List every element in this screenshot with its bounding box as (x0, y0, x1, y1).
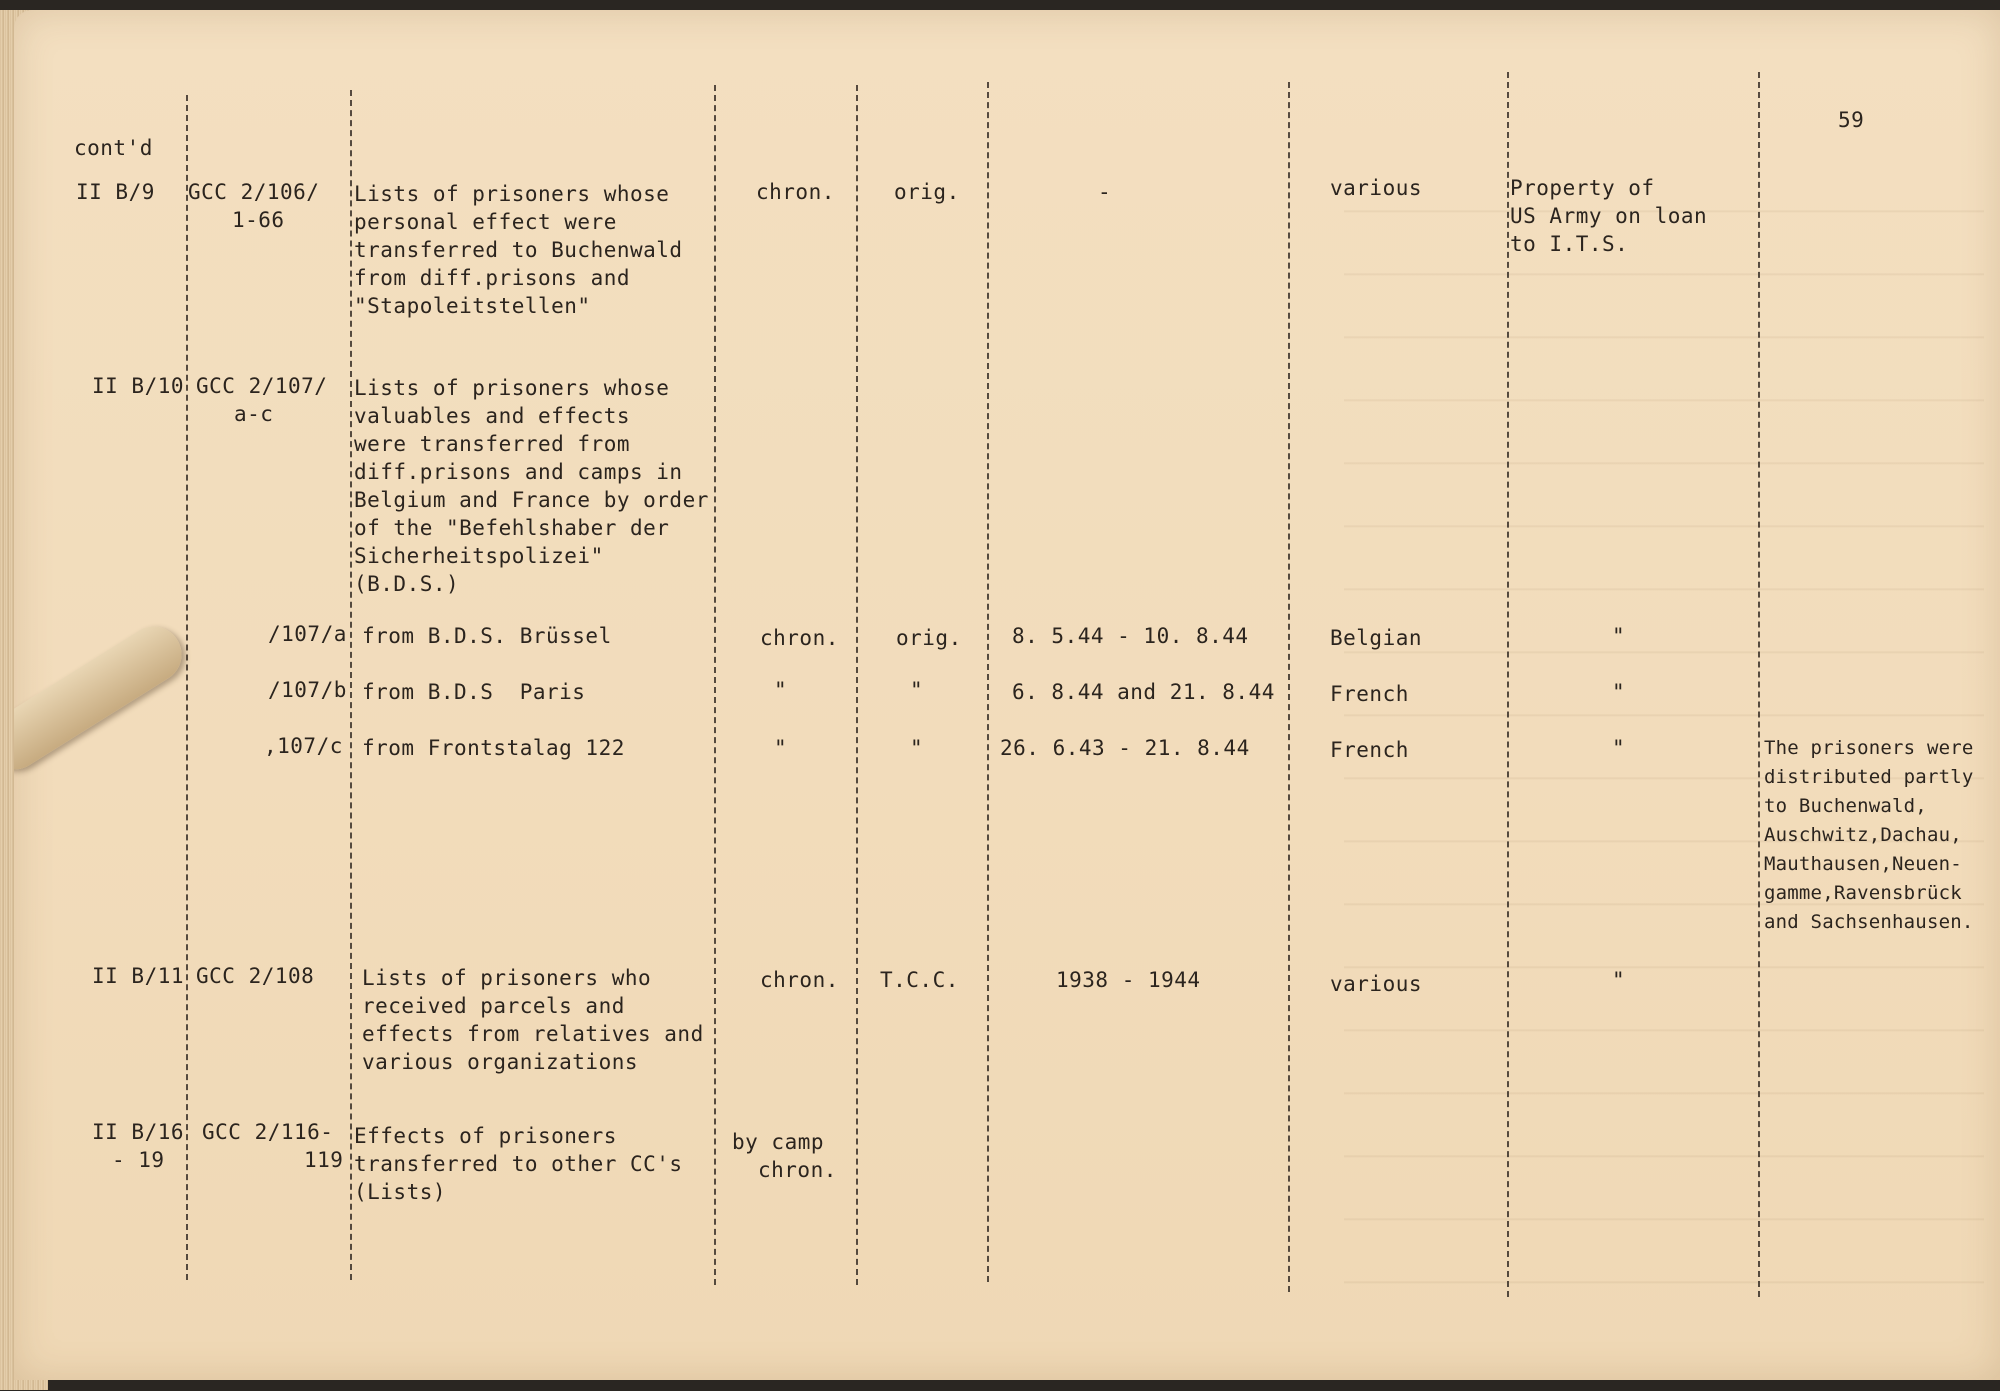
column-rule-7 (1507, 72, 1509, 1297)
row-form: T.C.C. (880, 968, 959, 992)
row-description: from Frontstalag 122 (362, 736, 625, 760)
row-description: Lists of prisoners who (362, 966, 652, 990)
row-note: Mauthausen,Neuen- (1764, 853, 1962, 875)
row-nationality: French (1330, 738, 1409, 762)
row-form: orig. (894, 180, 960, 204)
row-description: from diff.prisons and (354, 266, 631, 290)
row-remarks: " (1612, 968, 1626, 992)
row-description: Lists of prisoners whose (354, 376, 670, 400)
row-description: Belgium and France by order (354, 488, 709, 512)
row-nationality: French (1330, 682, 1409, 706)
row-note: gamme,Ravensbrück (1764, 882, 1962, 904)
row-description: Lists of prisoners whose (354, 182, 670, 206)
row-description: of the "Befehlshaber der (354, 516, 670, 540)
row-remarks: US Army on loan (1510, 204, 1708, 228)
row-note: Auschwitz,Dachau, (1764, 824, 1962, 846)
column-rule-4 (856, 85, 858, 1285)
row-ref: GCC 2/116- (202, 1120, 334, 1144)
row-ref: /107/b (268, 678, 347, 702)
row-note: and Sachsenhausen. (1764, 911, 1974, 933)
column-rule-1 (186, 95, 188, 1280)
row-ref: /107/a (268, 622, 347, 646)
row-ref: a-c (234, 402, 274, 426)
column-rule-2 (350, 90, 352, 1280)
row-form: orig. (896, 626, 962, 650)
row-arrangement: " (774, 678, 788, 702)
row-form: " (910, 736, 924, 760)
row-ref: GCC 2/108 (196, 964, 315, 988)
row-form: " (910, 678, 924, 702)
row-period: - (1098, 180, 1112, 204)
row-arrangement: chron. (760, 968, 839, 992)
row-description: were transferred from (354, 432, 631, 456)
column-rule-5 (987, 82, 989, 1282)
row-period: 8. 5.44 - 10. 8.44 (1012, 624, 1249, 648)
row-description: diff.prisons and camps in (354, 460, 683, 484)
row-arrangement: " (774, 736, 788, 760)
row-remarks: Property of (1510, 176, 1655, 200)
row-description: from B.D.S. Brüssel (362, 624, 612, 648)
row-remarks: " (1612, 736, 1626, 760)
row-ref: GCC 2/106/ (188, 180, 320, 204)
row-description: Effects of prisoners (354, 1124, 617, 1148)
row-note: distributed partly (1764, 766, 1974, 788)
row-arrangement: by camp (732, 1130, 825, 1154)
row-arrangement: chron. (756, 180, 835, 204)
row-description: transferred to Buchenwald (354, 238, 683, 262)
row-period: 26. 6.43 - 21. 8.44 (1000, 736, 1250, 760)
row-arrangement: chron. (758, 1158, 837, 1182)
row-note: The prisoners were (1764, 737, 1974, 759)
row-description: Sicherheitspolizei" (354, 544, 604, 568)
row-description: valuables and effects (354, 404, 631, 428)
row-remarks: " (1612, 680, 1626, 704)
row-ref: GCC 2/107/ (196, 374, 328, 398)
bookmark-tab (14, 616, 192, 780)
row-ref: ,107/c (264, 734, 343, 758)
row-nationality: Belgian (1330, 626, 1423, 650)
row-description: personal effect were (354, 210, 617, 234)
row-description: effects from relatives and (362, 1022, 704, 1046)
column-rule-6 (1288, 82, 1290, 1292)
row-id: II B/16 (92, 1120, 185, 1144)
row-description: (Lists) (354, 1180, 447, 1204)
row-description: (B.D.S.) (354, 572, 460, 596)
row-id: II B/10 (92, 374, 185, 398)
row-remarks: to I.T.S. (1510, 232, 1629, 256)
row-description: various organizations (362, 1050, 639, 1074)
row-description: received parcels and (362, 994, 625, 1018)
row-id: II B/9 (76, 180, 155, 204)
column-rule-8 (1758, 72, 1760, 1297)
row-id: II B/11 (92, 964, 185, 988)
row-description: transferred to other CC's (354, 1152, 683, 1176)
row-ref: 1-66 (232, 208, 285, 232)
row-description: from B.D.S Paris (362, 680, 586, 704)
column-rule-3 (714, 85, 716, 1285)
row-note: to Buchenwald, (1764, 795, 1927, 817)
header-note: cont'd (74, 136, 153, 160)
row-remarks: " (1612, 624, 1626, 648)
row-id: - 19 (112, 1148, 165, 1172)
row-nationality: various (1330, 972, 1423, 996)
row-ref: 119 (304, 1148, 344, 1172)
row-arrangement: chron. (760, 626, 839, 650)
page-number: 59 (1838, 108, 1865, 132)
row-nationality: various (1330, 176, 1423, 200)
row-period: 6. 8.44 and 21. 8.44 (1012, 680, 1275, 704)
document-page (14, 10, 2000, 1380)
row-description: "Stapoleitstellen" (354, 294, 591, 318)
row-period: 1938 - 1944 (1056, 968, 1201, 992)
